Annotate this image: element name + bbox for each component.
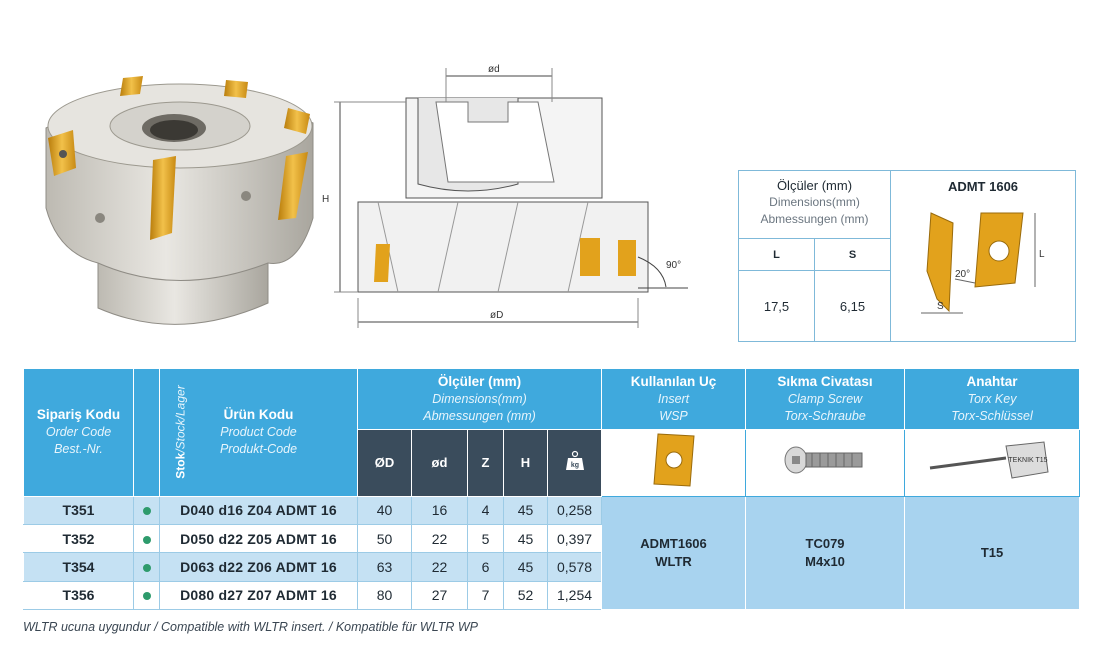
table-row (24, 496, 1080, 524)
dim-label-angle: 90° (666, 260, 682, 271)
subheader-z: Z (468, 429, 504, 496)
header-order-code-de: Best.-Nr. (54, 442, 103, 457)
stock-label-tr: Stok (173, 452, 188, 479)
cell-stock (134, 524, 160, 552)
cell-stock (134, 496, 160, 524)
stock-dot (143, 592, 151, 600)
header-clamp-screw-de: Torx-Schraube (784, 408, 866, 423)
cell-weight: 0,578 (548, 553, 602, 581)
technical-drawing (318, 62, 718, 342)
dim-label-height: H (322, 194, 330, 205)
stock-dot (143, 507, 151, 515)
screw-value-cell (746, 496, 905, 609)
cell-od: 63 (358, 553, 412, 581)
header-product-code (160, 369, 358, 497)
header-product-code-en: Product Code (220, 425, 297, 440)
header-key (905, 369, 1080, 430)
cell-h: 45 (504, 496, 548, 524)
subheader-weight (548, 429, 602, 496)
milling-cutter-photo (28, 68, 328, 338)
cell-weight: 0,258 (548, 496, 602, 524)
insert-fig-label-l: L (1039, 249, 1045, 260)
insert-dim-title-en: Dimensions(mm) (769, 195, 860, 209)
insert-dimensions-header (739, 171, 890, 239)
cell-d: 27 (412, 581, 468, 609)
key-value: T15 (980, 544, 1004, 560)
cell-h: 52 (504, 581, 548, 609)
cell-weight: 0,397 (548, 524, 602, 552)
cell-product-code: D040 d16 Z04 ADMT 16 (160, 496, 358, 524)
torx-key-image (922, 438, 1062, 482)
cell-product-code: D080 d27 Z07 ADMT 16 (160, 581, 358, 609)
cell-order-code: T356 (24, 581, 134, 609)
stock-label-rest: /Stock/Lager (173, 385, 188, 453)
cell-product-code: D050 d22 Z05 ADMT 16 (160, 524, 358, 552)
cell-h: 45 (504, 524, 548, 552)
screw-value-line2: M4x10 (805, 553, 845, 569)
insert-dim-values (739, 271, 890, 341)
cell-z: 5 (468, 524, 504, 552)
header-key-en: Torx Key (967, 391, 1017, 406)
insert-dimensions-table (739, 171, 891, 341)
header-insert-en: Insert (657, 391, 690, 406)
header-key-tr: Anahtar (966, 373, 1018, 389)
insert-image-cell (602, 429, 746, 496)
header-dimensions-tr: Ölçüler (mm) (437, 373, 522, 389)
cell-order-code: T354 (24, 553, 134, 581)
product-table (23, 368, 1080, 610)
dim-label-small-diameter: ød (488, 64, 500, 75)
header-insert-tr: Kullanılan Uç (630, 373, 717, 389)
weight-icon-label: kg (570, 462, 579, 470)
insert-value-line2: WLTR (655, 553, 692, 569)
cell-stock (134, 581, 160, 609)
header-order-code-en: Order Code (45, 425, 112, 440)
cell-z: 4 (468, 496, 504, 524)
insert-figure-panel (891, 171, 1075, 341)
insert-name: ADMT 1606 (947, 179, 1019, 194)
insert-value-l: 17,5 (739, 271, 815, 341)
insert-value-line1: ADMT1606 (640, 535, 707, 551)
screw-value-line1: TC079 (805, 535, 845, 551)
clamp-screw-image (780, 440, 870, 480)
stock-label (174, 386, 188, 479)
header-product-code-de: Produkt-Code (219, 442, 298, 457)
insert-dim-title-de: Abmessungen (mm) (760, 212, 869, 226)
header-insert (602, 369, 746, 430)
screw-image-cell (746, 429, 905, 496)
cell-z: 6 (468, 553, 504, 581)
insert-dim-title-tr: Ölçüler (mm) (776, 178, 853, 193)
key-image-cell (905, 429, 1080, 496)
insert-dim-columns (739, 239, 890, 271)
insert-fig-label-angle: 20° (955, 269, 971, 280)
insert-fig-label-s: S (937, 301, 944, 312)
header-dimensions-en: Dimensions(mm) (432, 391, 527, 406)
insert-col-l: L (739, 239, 815, 270)
weight-icon (564, 450, 586, 472)
stock-dot (143, 564, 151, 572)
cell-od: 50 (358, 524, 412, 552)
header-dimensions (358, 369, 602, 430)
insert-dimensions-box (738, 170, 1076, 342)
header-insert-de: WSP (659, 408, 688, 423)
header-dimensions-de: Abmessungen (mm) (423, 408, 536, 423)
insert-col-s: S (848, 248, 857, 261)
cell-d: 22 (412, 553, 468, 581)
cell-z: 7 (468, 581, 504, 609)
cell-product-code: D063 d22 Z06 ADMT 16 (160, 553, 358, 581)
header-key-de: Torx-Schlüssel (951, 408, 1033, 423)
cell-d: 22 (412, 524, 468, 552)
insert-image (644, 430, 704, 490)
cell-order-code: T352 (24, 524, 134, 552)
header-clamp-screw-tr: Sıkma Civatası (777, 373, 873, 389)
header-clamp-screw (746, 369, 905, 430)
insert-value-cell (602, 496, 746, 609)
key-tag-label: TEKNIK T15 (1008, 457, 1048, 465)
insert-value-s: 6,15 (839, 298, 866, 314)
cell-d: 16 (412, 496, 468, 524)
cell-h: 45 (504, 553, 548, 581)
header-order-code-tr: Sipariş Kodu (36, 407, 121, 423)
insert-figure (891, 201, 1075, 341)
dim-label-large-diameter: øD (490, 310, 504, 321)
stock-dot (143, 536, 151, 544)
subheader-od: ØD (358, 429, 412, 496)
key-value-cell (905, 496, 1080, 609)
cell-stock (134, 553, 160, 581)
footnote: WLTR ucuna uygundur / Compatible with WLTR insert. / Kompatible für WLTR WP (23, 620, 479, 634)
header-product-code-tr: Ürün Kodu (223, 407, 294, 423)
cell-od: 40 (358, 496, 412, 524)
header-clamp-screw-en: Clamp Screw (787, 391, 863, 406)
header-stock (134, 369, 188, 497)
subheader-h: H (504, 429, 548, 496)
cell-weight: 1,254 (548, 581, 602, 609)
subheader-d: ød (412, 429, 468, 496)
cell-order-code: T351 (24, 496, 134, 524)
header-order-code (24, 369, 134, 497)
cell-od: 80 (358, 581, 412, 609)
